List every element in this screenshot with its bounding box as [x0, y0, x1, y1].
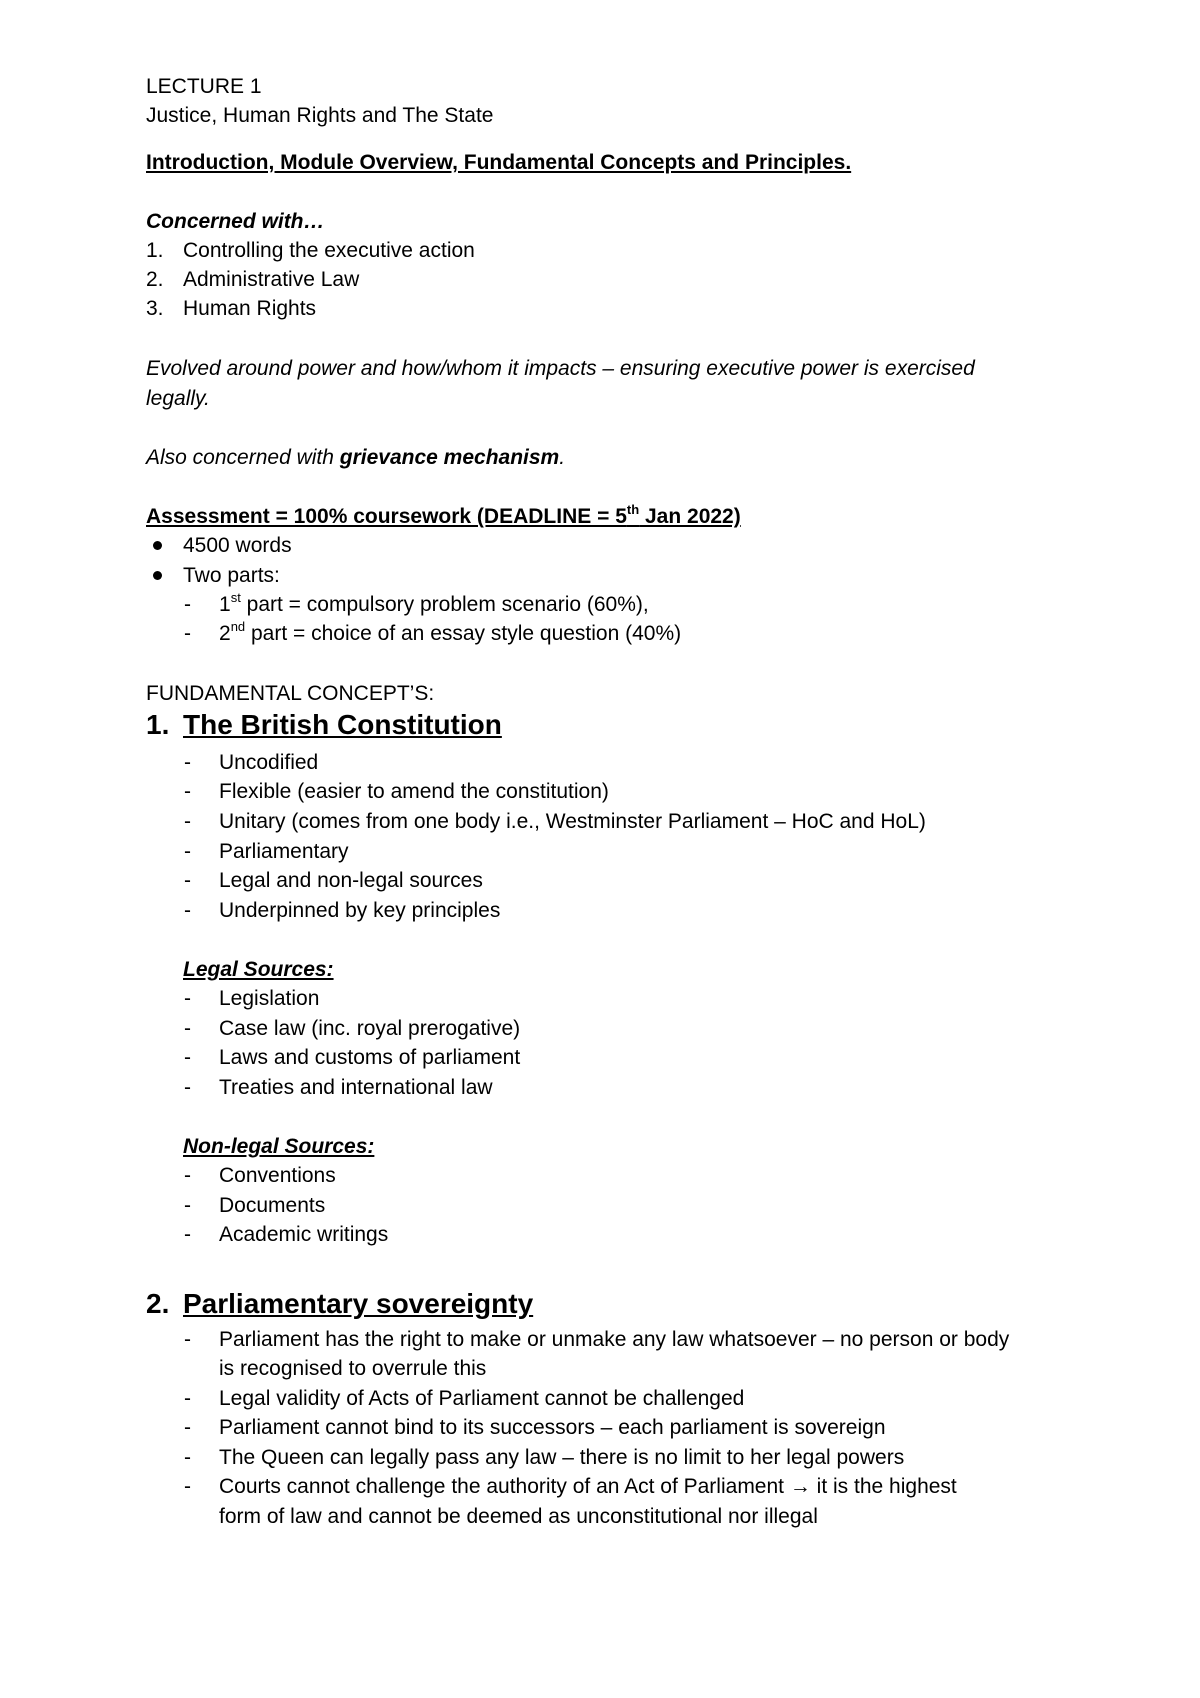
- part-number: 2: [219, 622, 231, 645]
- list-item: Controlling the executive action: [183, 239, 475, 262]
- dash-marker: -: [184, 1416, 191, 1439]
- concerned-heading: Concerned with…: [146, 210, 325, 233]
- list-item: Parliamentary: [219, 840, 349, 863]
- dash-marker: -: [184, 751, 191, 774]
- list-item: [219, 1474, 957, 1500]
- dash-marker: -: [184, 1387, 191, 1410]
- assessment-heading-end: Jan 2022): [639, 505, 741, 528]
- list-item: Documents: [219, 1194, 326, 1217]
- part-number: 1: [219, 593, 231, 616]
- part-text: part = compulsory problem scenario (60%),: [240, 593, 649, 616]
- list-item-continuation: form of law and cannot be deemed as unconstitutional nor illegal: [219, 1505, 818, 1528]
- list-item: Uncodified: [219, 751, 319, 774]
- list-item: Laws and customs of parliament: [219, 1046, 521, 1069]
- assessment-heading-text: Assessment = 100% coursework (DEADLINE = 5: [146, 505, 627, 528]
- dash-marker: -: [184, 1164, 191, 1187]
- section-title-sovereignty: Parliamentary sovereignty: [183, 1288, 534, 1319]
- dash-marker: -: [184, 593, 191, 616]
- dash-marker: -: [184, 810, 191, 833]
- list-item: Unitary (comes from one body i.e., Westminster Parliament – HoC and HoL): [219, 810, 926, 833]
- arrow-right-icon: →: [789, 1475, 811, 1498]
- list-item: Treaties and international law: [219, 1076, 493, 1099]
- dash-marker: -: [184, 1223, 191, 1246]
- list-item-text-end: it is the highest: [810, 1475, 957, 1498]
- list-item: Underpinned by key principles: [219, 899, 501, 922]
- lecture-label: LECTURE 1: [146, 75, 262, 98]
- list-number: 1.: [146, 239, 164, 262]
- section-number: 1.: [146, 709, 170, 740]
- section-number: 2.: [146, 1288, 170, 1319]
- list-item: Flexible (easier to amend the constitution): [219, 780, 609, 803]
- list-number: 3.: [146, 297, 164, 320]
- part-ordinal: nd: [230, 619, 246, 634]
- dash-marker: -: [184, 780, 191, 803]
- dash-marker: -: [184, 1017, 191, 1040]
- dash-marker: -: [184, 622, 191, 645]
- bullet-item: Two parts:: [183, 564, 280, 587]
- list-item: The Queen can legally pass any law – there is no limit to her legal powers: [219, 1446, 905, 1469]
- bullet-icon: [153, 541, 162, 550]
- also-concerned-line: [146, 445, 565, 471]
- list-item-continuation: is recognised to overrule this: [219, 1357, 487, 1380]
- course-title: Justice, Human Rights and The State: [146, 104, 494, 127]
- list-item-text: Courts cannot challenge the authority of an Act of Parliament: [219, 1475, 790, 1498]
- legal-sources-heading: Legal Sources:: [183, 958, 334, 981]
- dash-marker: -: [184, 840, 191, 863]
- list-item: Academic writings: [219, 1223, 389, 1246]
- list-item: Administrative Law: [183, 268, 360, 291]
- bullet-icon: [153, 571, 162, 580]
- list-item: Legal and non-legal sources: [219, 869, 483, 892]
- lecture-subtitle: Introduction, Module Overview, Fundamental Concepts and Principles.: [146, 151, 852, 174]
- grievance-mechanism-term: grievance mechanism: [339, 446, 560, 469]
- evolved-line-1: Evolved around power and how/whom it impacts – ensuring executive power is exercised: [146, 357, 975, 380]
- fundamental-heading: FUNDAMENTAL CONCEPT’S:: [146, 682, 435, 705]
- nonlegal-sources-heading: Non-legal Sources:: [183, 1135, 375, 1158]
- section-title-constitution: The British Constitution: [183, 709, 502, 740]
- dash-marker: -: [184, 1328, 191, 1351]
- list-number: 2.: [146, 268, 164, 291]
- also-suffix: .: [559, 446, 566, 469]
- dash-marker: -: [184, 869, 191, 892]
- list-item: Human Rights: [183, 297, 317, 320]
- part-ordinal: st: [230, 590, 241, 605]
- dash-marker: -: [184, 1446, 191, 1469]
- list-item: Parliament cannot bind to its successors – each parliament is sovereign: [219, 1416, 886, 1439]
- assessment-heading: [146, 504, 741, 530]
- assessment-heading-sup: th: [626, 502, 640, 517]
- part-text: part = choice of an essay style question (40%): [245, 622, 682, 645]
- list-item: Conventions: [219, 1164, 336, 1187]
- dash-marker: -: [184, 1046, 191, 1069]
- dash-marker: -: [184, 1194, 191, 1217]
- list-item: Case law (inc. royal prerogative): [219, 1017, 521, 1040]
- bullet-item: 4500 words: [183, 534, 292, 557]
- dash-marker: -: [184, 987, 191, 1010]
- list-item: Legal validity of Acts of Parliament cannot be challenged: [219, 1387, 745, 1410]
- also-prefix: Also concerned with: [146, 446, 340, 469]
- list-item: Legislation: [219, 987, 320, 1010]
- dash-marker: -: [184, 1076, 191, 1099]
- dash-marker: -: [184, 899, 191, 922]
- list-item: Parliament has the right to make or unmake any law whatsoever – no person or body: [219, 1328, 1010, 1351]
- part-item: [219, 592, 649, 618]
- evolved-line-2: legally.: [146, 387, 210, 410]
- dash-marker: -: [184, 1475, 191, 1498]
- part-item: [219, 621, 681, 647]
